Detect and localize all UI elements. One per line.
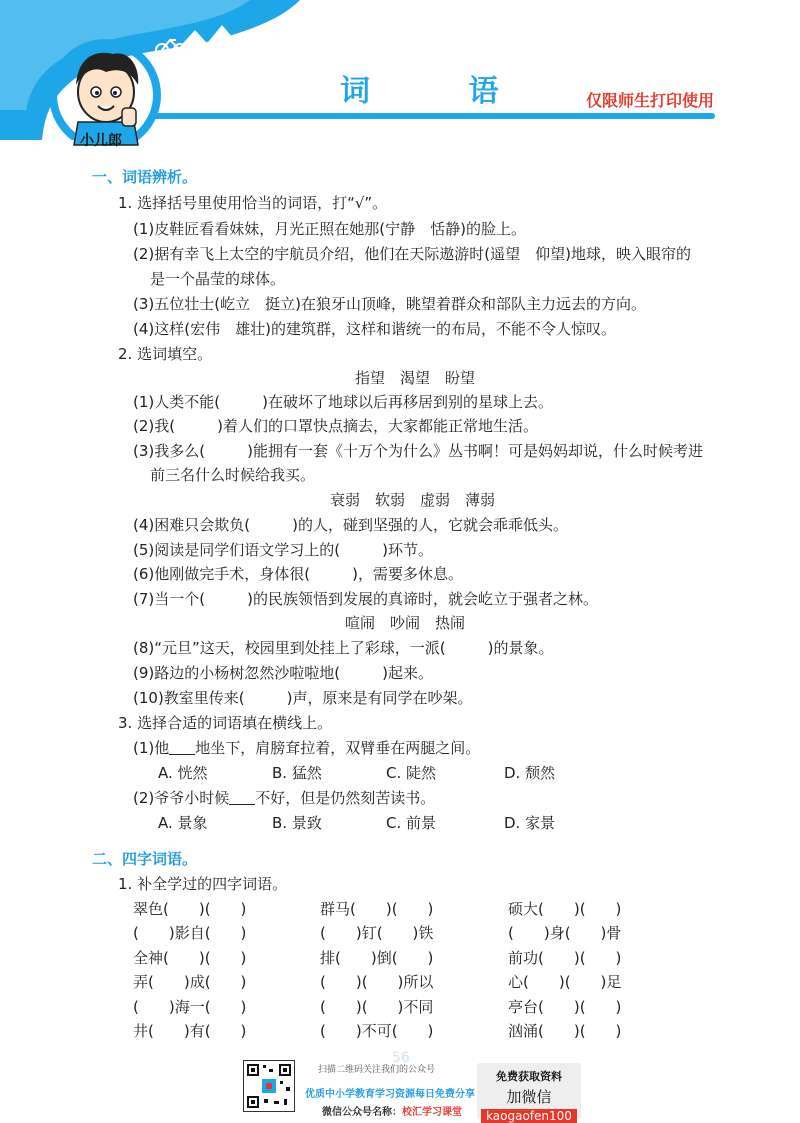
idiom-cell: 排( )倒( ) — [320, 949, 434, 967]
q2-item-2: (2)我( )着人们的口罩快点摘去，大家都能正常地生活。 — [133, 417, 538, 435]
footer-slogan: 优质中小学教育学习资源每日免费分享 — [305, 1089, 475, 1100]
footer-scan-note: 扫描二维码关注我们的公众号 — [318, 1065, 436, 1075]
q2-item-7: (7)当一个( )的民族领悟到发展的真谛时，就会屹立于强者之林。 — [133, 590, 598, 608]
qr-code-icon — [243, 1060, 295, 1112]
footer-account: 微信公众号名称：校汇学习课堂 — [322, 1107, 462, 1118]
section-1-title: 一、词语辨析。 — [92, 168, 198, 186]
q3-1-option-d: D. 颓然 — [504, 764, 556, 782]
q2-item-8: (8)“元旦”这天，校园里到处挂上了彩球，一派( )的景象。 — [133, 639, 554, 657]
idiom-cell: ( )钉( )铁 — [320, 924, 434, 942]
q3-item-2: (2)爷爷小时候 不好，但是仍然刻苦读书。 — [133, 789, 436, 807]
q2-item-5: (5)阅读是同学们语文学习上的( )环节。 — [133, 541, 433, 559]
mascot-label: 小儿郎 — [80, 133, 122, 149]
idiom-cell: 亭台( )( ) — [508, 998, 622, 1016]
wechat-id: kaogaofen100 — [481, 1109, 577, 1123]
q2-item-3-cont: 前三名什么时候给我买。 — [150, 466, 316, 484]
q3-2-option-c: C. 前景 — [386, 814, 437, 832]
idiom-cell: ( )海一( ) — [133, 998, 247, 1016]
idiom-cell: 弄( )成( ) — [133, 973, 247, 991]
wechat-line-2: 加微信 — [506, 1088, 552, 1106]
idiom-cell: ( )影自( ) — [133, 924, 247, 942]
idiom-cell: 全神( )( ) — [133, 949, 247, 967]
q2-word-group-1: 指望 渴望 盼望 — [355, 369, 476, 387]
q4-stem: 1. 补全学过的四字词语。 — [118, 875, 288, 893]
idiom-cell: 井( )有( ) — [133, 1022, 247, 1040]
idiom-cell: ( )( )不同 — [320, 998, 434, 1016]
idiom-cell: 硕大( )( ) — [508, 900, 622, 918]
q3-2-option-d: D. 家景 — [504, 814, 556, 832]
page-number: 56 — [392, 1050, 410, 1066]
title-underline-bar — [150, 113, 715, 119]
q2-item-3: (3)我多么( )能拥有一套《十万个为什么》丛书啊！可是妈妈却说，什么时候考进 — [133, 442, 703, 460]
q3-1-option-b: B. 猛然 — [272, 764, 322, 782]
q3-2-option-a: A. 景象 — [158, 814, 208, 832]
q1-item-4: (4)这样(宏伟 雄壮)的建筑群，这样和谐统一的布局，不能不令人惊叹。 — [133, 320, 616, 338]
idiom-cell: 群马( )( ) — [320, 900, 434, 918]
idiom-cell: ( )( )所以 — [320, 973, 434, 991]
idiom-cell: ( )不可( ) — [320, 1022, 434, 1040]
q2-item-10: (10)教室里传来( )声，原来是有同学在吵架。 — [133, 689, 473, 707]
q3-1-option-c: C. 陡然 — [386, 764, 437, 782]
q3-stem: 3. 选择合适的词语填在横线上。 — [118, 714, 333, 732]
q1-item-1: (1)皮鞋匠看看妹妹，月光正照在她那(宁静 恬静)的脸上。 — [133, 220, 526, 238]
q3-1-option-a: A. 恍然 — [158, 764, 208, 782]
q1-item-2: (2)据有幸飞上太空的宇航员介绍，他们在天际遨游时(遥望 仰望)地球，映入眼帘的 — [133, 245, 691, 263]
q1-item-2-cont: 是一个晶莹的球体。 — [150, 270, 286, 288]
q2-item-1: (1)人类不能( )在破坏了地球以后再移居到别的星球上去。 — [133, 393, 553, 411]
wechat-contact-box — [477, 1063, 581, 1123]
idiom-cell: 汹涌( )( ) — [508, 1022, 622, 1040]
print-note: 仅限师生打印使用 — [586, 91, 715, 110]
idiom-cell: 前功( )( ) — [508, 949, 622, 967]
q2-word-group-3: 喧闹 吵闹 热闹 — [345, 614, 466, 632]
q3-2-option-b: B. 景致 — [272, 814, 322, 832]
idiom-cell: ( )身( )骨 — [508, 924, 622, 942]
q2-item-6: (6)他刚做完手术，身体很( )，需要多休息。 — [133, 565, 463, 583]
q2-stem: 2. 选词填空。 — [118, 345, 213, 363]
q1-item-3: (3)五位壮士(屹立 挺立)在狼牙山顶峰，眺望着群众和部队主力远去的方向。 — [133, 295, 646, 313]
page-title: 词 语 — [340, 74, 543, 109]
section-2-title: 二、四字词语。 — [92, 850, 198, 868]
wechat-line-1: 免费获取资料 — [496, 1070, 562, 1083]
q3-item-1: (1)他 地坐下，肩膀耷拉着，双臂垂在两腿之间。 — [133, 739, 481, 757]
idiom-cell: 翠色( )( ) — [133, 900, 247, 918]
q1-stem: 1. 选择括号里使用恰当的词语，打“√”。 — [118, 194, 388, 212]
q2-item-4: (4)困难只会欺负( )的人，碰到坚强的人，它就会乖乖低头。 — [133, 516, 568, 534]
q2-item-9: (9)路边的小杨树忽然沙啦啦地( )起来。 — [133, 664, 433, 682]
idiom-cell: 心( )( )足 — [508, 973, 622, 991]
q2-word-group-2: 衰弱 软弱 虚弱 薄弱 — [330, 491, 496, 509]
